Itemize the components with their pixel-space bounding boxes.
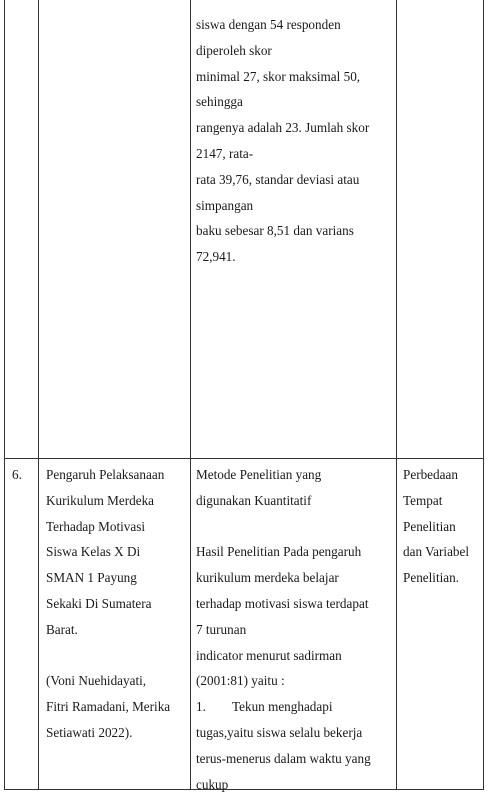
table-border-right: [483, 0, 484, 790]
text-line: Hasil Penelitian Pada pengaruh: [196, 544, 362, 560]
table-border-left: [4, 0, 5, 790]
text-line: minimal 27, skor maksimal 50,: [196, 68, 361, 84]
text-line: 2147, rata-: [196, 145, 254, 161]
research-title-cell: [46, 462, 188, 746]
author-line: Fitri Ramadani, Merika: [46, 699, 171, 715]
text-line: rangenya adalah 23. Jumlah skor: [196, 120, 370, 136]
text-line: Perbedaan: [403, 467, 458, 482]
text-line: baku sebesar 8,51 dan varians: [196, 223, 354, 239]
list-item: [196, 694, 394, 720]
text-line: sehingga: [196, 94, 243, 110]
list-item-text: Tekun menghadapi: [232, 699, 333, 715]
title-line: Siswa Kelas X Di: [46, 544, 141, 560]
row-number: 6.: [12, 467, 22, 482]
research-difference-cell: [403, 462, 483, 591]
text-line: siswa dengan 54 responden: [196, 17, 341, 32]
title-line: SMAN 1 Payung: [46, 570, 137, 586]
text-line: simpangan: [196, 197, 254, 213]
list-number: 1.: [196, 699, 206, 715]
spacer: [196, 514, 394, 540]
text-line: cukup: [196, 776, 229, 792]
table-border-col3: [396, 0, 397, 790]
spacer: [46, 643, 188, 669]
text-line: dan Variabel: [403, 544, 470, 560]
text-line: rata 39,76, standar deviasi atau: [196, 171, 360, 187]
text-line: 7 turunan: [196, 621, 247, 637]
text-line: tugas,yaitu siswa selalu bekerja: [196, 724, 363, 740]
text-line: indicator menurut sadirman: [196, 647, 342, 663]
research-method-cell: [196, 462, 394, 797]
text-line: kurikulum merdeka belajar: [196, 570, 339, 586]
title-line: Terhadap Motivasi: [46, 518, 146, 534]
author-line: Setiawati 2022).: [46, 724, 133, 740]
title-line: Kurikulum Merdeka: [46, 492, 155, 508]
prev-row-method-cell: [196, 12, 394, 270]
table-border-col1: [38, 0, 39, 790]
title-line: Barat.: [46, 621, 78, 637]
text-line: terus-menerus dalam waktu yang: [196, 750, 371, 766]
text-line: (2001:81) yaitu :: [196, 673, 285, 689]
title-line: Pengaruh Pelaksanaan: [46, 467, 165, 482]
title-line: Sekaki Di Sumatera: [46, 595, 152, 611]
text-line: digunakan Kuantitatif: [196, 492, 312, 508]
text-line: terhadap motivasi siswa terdapat: [196, 595, 369, 611]
text-line: Metode Penelitian yang: [196, 467, 322, 482]
text-line: Tempat: [403, 492, 443, 508]
table-border-col2: [190, 0, 191, 790]
row-divider: [4, 458, 484, 459]
text-line: 72,941.: [196, 249, 236, 265]
text-line: diperoleh skor: [196, 42, 272, 58]
text-line: Penelitian.: [403, 570, 460, 586]
text-line: Penelitian: [403, 518, 456, 534]
author-line: (Voni Nuehidayati,: [46, 673, 147, 689]
